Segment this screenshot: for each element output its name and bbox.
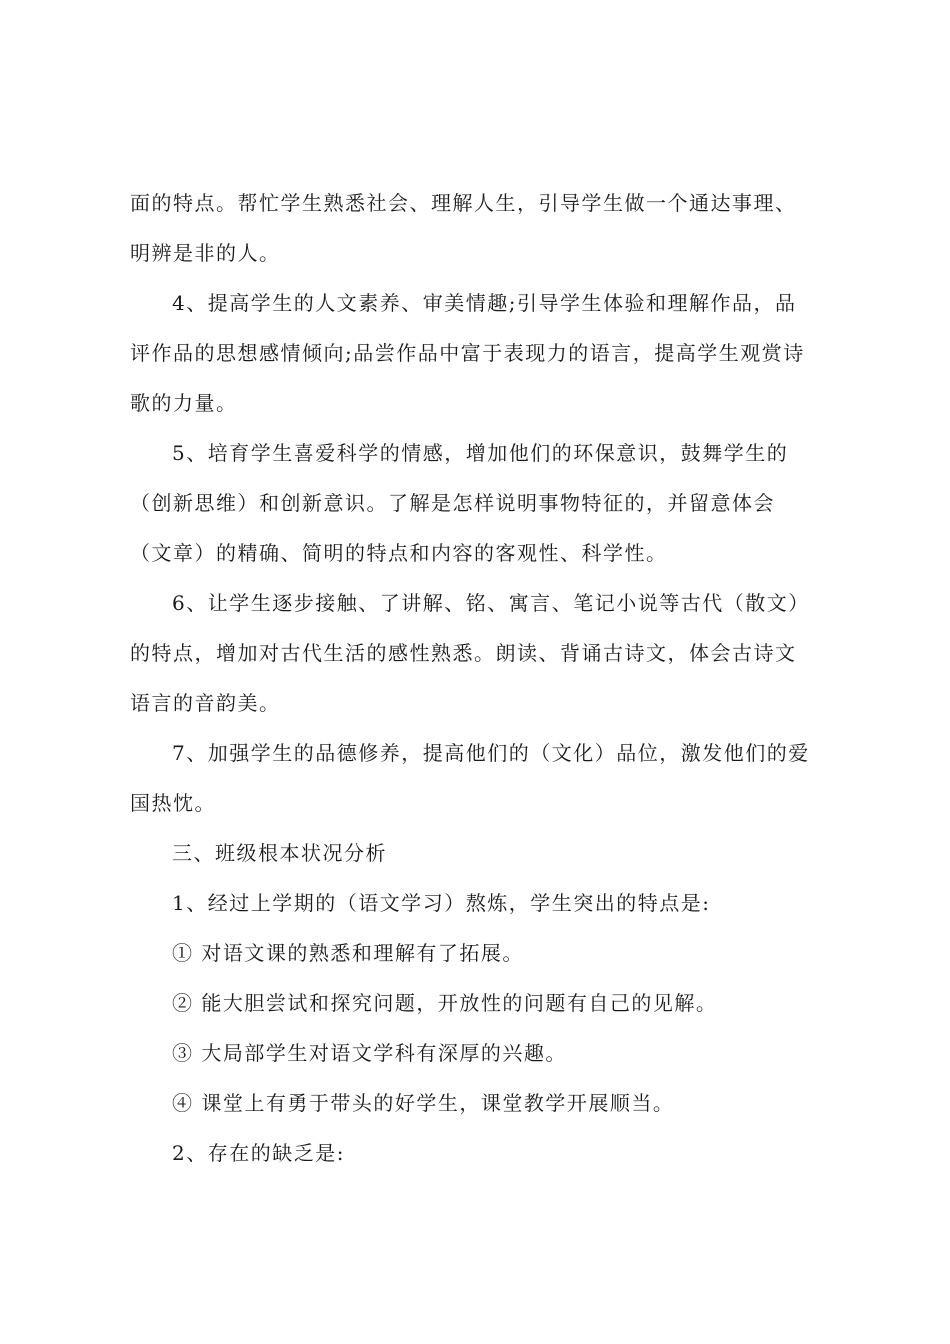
text-line: 的特点，增加对古代生活的感性熟悉。朗读、背诵古诗文，体会古诗文 — [130, 641, 797, 665]
text-line: 国热忱。 — [130, 791, 216, 815]
text-line: 4、提高学生的人文素养、审美情趣;引导学生体验和理解作品，品 — [172, 291, 797, 315]
text-line: （文章）的精确、简明的特点和内容的客观性、科学性。 — [130, 541, 668, 565]
text-line: （创新思维）和创新意识。了解是怎样说明事物特征的，并留意体会 — [130, 491, 775, 515]
text-line: 1、经过上学期的（语文学习）熬炼，学生突出的特点是: — [172, 891, 711, 915]
text-line: 6、让学生逐步接触、了讲解、铭、寓言、笔记小说等古代（散文） — [172, 591, 810, 615]
list-item: ③ 大局部学生对语文学科有深厚的兴趣。 — [172, 1041, 567, 1065]
text-line: 7、加强学生的品德修养，提高他们的（文化）品位，激发他们的爱 — [172, 741, 810, 765]
text-line: 5、培育学生喜爱科学的情感，增加他们的环保意识，鼓舞学生的 — [172, 441, 789, 465]
list-item: ② 能大胆尝试和探究问题，开放性的问题有自己的见解。 — [172, 991, 718, 1015]
list-item: ④ 课堂上有勇于带头的好学生，课堂教学开展顺当。 — [172, 1091, 675, 1115]
text-line: 语言的音韵美。 — [130, 691, 281, 715]
list-item: ① 对语文课的熟悉和理解有了拓展。 — [172, 941, 524, 965]
text-line: 歌的力量。 — [130, 391, 238, 415]
section-heading: 三、班级根本状况分析 — [172, 841, 387, 865]
text-line: 2、存在的缺乏是: — [172, 1141, 345, 1165]
text-line: 明辨是非的人。 — [130, 241, 281, 265]
document-body — [130, 178, 830, 1178]
text-line: 面的特点。帮忙学生熟悉社会、理解人生，引导学生做一个通达事理、 — [130, 191, 797, 215]
text-line: 评作品的思想感情倾向;品尝作品中富于表现力的语言，提高学生观赏诗 — [130, 341, 805, 365]
